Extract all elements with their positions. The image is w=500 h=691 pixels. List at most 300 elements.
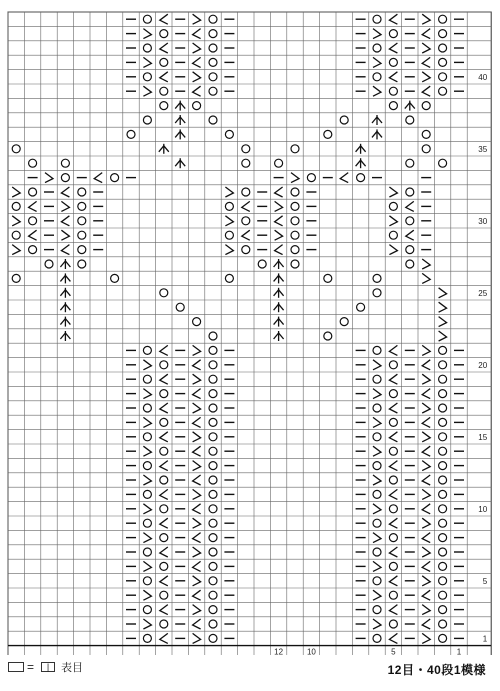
yarn-over-symbol xyxy=(389,87,397,95)
k2tog-left-symbol xyxy=(389,403,397,413)
yarn-over-symbol xyxy=(176,303,184,311)
row-label: 25 xyxy=(478,288,488,298)
yarn-over-symbol xyxy=(29,217,37,225)
k2tog-right-symbol xyxy=(275,230,283,240)
yarn-over-symbol xyxy=(78,217,86,225)
legend-blank-cell xyxy=(8,662,24,672)
yarn-over-symbol xyxy=(209,462,217,470)
yarn-over-symbol xyxy=(439,390,447,398)
k2tog-left-symbol xyxy=(422,561,430,571)
yarn-over-symbol xyxy=(160,361,168,369)
yarn-over-symbol xyxy=(209,418,217,426)
k2tog-right-symbol xyxy=(193,403,201,413)
yarn-over-symbol xyxy=(143,433,151,441)
yarn-over-symbol xyxy=(209,390,217,398)
k2tog-left-symbol xyxy=(193,475,201,485)
yarn-over-symbol xyxy=(143,634,151,642)
yarn-over-symbol xyxy=(160,534,168,542)
k2tog-right-symbol xyxy=(373,504,381,514)
row-label: 15 xyxy=(478,432,488,442)
yarn-over-symbol xyxy=(160,30,168,38)
yarn-over-symbol xyxy=(61,159,69,167)
col-label: 12 xyxy=(274,647,284,655)
k2tog-left-symbol xyxy=(160,432,168,442)
k2tog-right-symbol xyxy=(193,43,201,53)
k2tog-left-symbol xyxy=(193,504,201,514)
k2tog-left-symbol xyxy=(242,201,250,211)
k2tog-right-symbol xyxy=(12,245,20,255)
yarn-over-symbol xyxy=(291,231,299,239)
k2tog-left-symbol xyxy=(160,72,168,82)
k2tog-left-symbol xyxy=(193,619,201,629)
k2tog-right-symbol xyxy=(193,518,201,528)
yarn-over-symbol xyxy=(439,15,447,23)
yarn-over-symbol xyxy=(209,519,217,527)
yarn-over-symbol xyxy=(389,418,397,426)
k2tog-left-symbol xyxy=(422,446,430,456)
k2tog-left-symbol xyxy=(160,605,168,615)
yarn-over-symbol xyxy=(143,375,151,383)
yarn-over-symbol xyxy=(406,260,414,268)
k2tog-left-symbol xyxy=(275,216,283,226)
legend xyxy=(8,660,83,674)
k2tog-right-symbol xyxy=(291,173,299,183)
k2tog-left-symbol xyxy=(61,216,69,226)
k2tog-right-symbol xyxy=(439,331,447,341)
yarn-over-symbol xyxy=(209,620,217,628)
k2tog-right-symbol xyxy=(193,14,201,24)
k2tog-right-symbol xyxy=(143,360,151,370)
k2tog-left-symbol xyxy=(389,43,397,53)
yarn-over-symbol xyxy=(160,418,168,426)
yarn-over-symbol xyxy=(193,102,201,110)
yarn-over-symbol xyxy=(406,217,414,225)
yarn-over-symbol xyxy=(209,87,217,95)
yarn-over-symbol xyxy=(439,562,447,570)
k2tog-left-symbol xyxy=(389,576,397,586)
yarn-over-symbol xyxy=(209,447,217,455)
yarn-over-symbol xyxy=(209,591,217,599)
k2tog-left-symbol xyxy=(406,201,414,211)
yarn-over-symbol xyxy=(439,620,447,628)
yarn-over-symbol xyxy=(291,217,299,225)
yarn-over-symbol xyxy=(78,202,86,210)
yarn-over-symbol xyxy=(160,591,168,599)
k2tog-left-symbol xyxy=(160,461,168,471)
k2tog-right-symbol xyxy=(422,14,430,24)
yarn-over-symbol xyxy=(373,634,381,642)
chart-frame xyxy=(8,12,491,655)
k2tog-left-symbol xyxy=(422,619,430,629)
k2tog-left-symbol xyxy=(29,230,37,240)
yarn-over-symbol xyxy=(78,231,86,239)
yarn-over-symbol xyxy=(307,174,315,182)
yarn-over-symbol xyxy=(373,577,381,585)
k2tog-left-symbol xyxy=(160,374,168,384)
yarn-over-symbol xyxy=(209,332,217,340)
yarn-over-symbol xyxy=(373,462,381,470)
k2tog-right-symbol xyxy=(143,57,151,67)
yarn-over-symbol xyxy=(209,577,217,585)
k2tog-left-symbol xyxy=(160,489,168,499)
yarn-over-symbol xyxy=(143,548,151,556)
yarn-over-symbol xyxy=(373,433,381,441)
yarn-over-symbol xyxy=(324,274,332,282)
yarn-over-symbol xyxy=(209,73,217,81)
yarn-over-symbol xyxy=(373,346,381,354)
k2tog-right-symbol xyxy=(373,29,381,39)
k2tog-right-symbol xyxy=(422,72,430,82)
yarn-over-symbol xyxy=(160,447,168,455)
yarn-over-symbol xyxy=(373,289,381,297)
k2tog-right-symbol xyxy=(143,446,151,456)
yarn-over-symbol xyxy=(143,346,151,354)
chart-title: 12目・40段1模様 xyxy=(387,663,486,677)
k2tog-left-symbol xyxy=(389,547,397,557)
yarn-over-symbol xyxy=(439,44,447,52)
yarn-over-symbol xyxy=(225,202,233,210)
k2tog-right-symbol xyxy=(422,374,430,384)
yarn-over-symbol xyxy=(373,73,381,81)
k2tog-left-symbol xyxy=(422,29,430,39)
yarn-over-symbol xyxy=(258,260,266,268)
yarn-over-symbol xyxy=(225,274,233,282)
k2tog-right-symbol xyxy=(61,201,69,211)
yarn-over-symbol xyxy=(373,606,381,614)
yarn-over-symbol xyxy=(143,73,151,81)
yarn-over-symbol xyxy=(389,534,397,542)
yarn-over-symbol xyxy=(209,361,217,369)
yarn-over-symbol xyxy=(373,44,381,52)
yarn-over-symbol xyxy=(143,116,151,124)
row-label: 40 xyxy=(478,72,488,82)
row-label: 1 xyxy=(482,634,488,644)
k2tog-right-symbol xyxy=(143,389,151,399)
yarn-over-symbol xyxy=(373,274,381,282)
yarn-over-symbol xyxy=(324,332,332,340)
yarn-over-symbol xyxy=(439,58,447,66)
k2tog-right-symbol xyxy=(389,245,397,255)
yarn-over-symbol xyxy=(439,462,447,470)
k2tog-left-symbol xyxy=(193,360,201,370)
yarn-over-symbol xyxy=(439,634,447,642)
k2tog-left-symbol xyxy=(389,72,397,82)
k2tog-left-symbol xyxy=(389,432,397,442)
yarn-over-symbol xyxy=(29,246,37,254)
legend-knit-cell xyxy=(41,662,55,672)
yarn-over-symbol xyxy=(439,30,447,38)
k2tog-right-symbol xyxy=(422,432,430,442)
yarn-over-symbol xyxy=(242,246,250,254)
k2tog-right-symbol xyxy=(422,605,430,615)
k2tog-right-symbol xyxy=(143,29,151,39)
row-label: 20 xyxy=(478,360,488,370)
yarn-over-symbol xyxy=(439,490,447,498)
k2tog-left-symbol xyxy=(160,345,168,355)
k2tog-left-symbol xyxy=(193,417,201,427)
yarn-over-symbol xyxy=(209,30,217,38)
k2tog-left-symbol xyxy=(193,590,201,600)
yarn-over-symbol xyxy=(389,231,397,239)
yarn-over-symbol xyxy=(127,130,135,138)
k2tog-left-symbol xyxy=(389,14,397,24)
yarn-over-symbol xyxy=(78,188,86,196)
yarn-over-symbol xyxy=(439,447,447,455)
yarn-over-symbol xyxy=(357,174,365,182)
yarn-over-symbol xyxy=(439,505,447,513)
yarn-over-symbol xyxy=(439,418,447,426)
yarn-over-symbol xyxy=(143,519,151,527)
k2tog-left-symbol xyxy=(422,590,430,600)
yarn-over-symbol xyxy=(357,303,365,311)
yarn-over-symbol xyxy=(193,318,201,326)
yarn-over-symbol xyxy=(209,375,217,383)
k2tog-right-symbol xyxy=(12,187,20,197)
yarn-over-symbol xyxy=(12,145,20,153)
yarn-over-symbol xyxy=(209,404,217,412)
yarn-over-symbol xyxy=(143,462,151,470)
k2tog-right-symbol xyxy=(422,273,430,283)
yarn-over-symbol xyxy=(160,102,168,110)
yarn-over-symbol xyxy=(12,274,20,282)
k2tog-left-symbol xyxy=(389,633,397,643)
yarn-over-symbol xyxy=(439,534,447,542)
k2tog-left-symbol xyxy=(406,230,414,240)
col-label: 1 xyxy=(456,647,462,655)
yarn-over-symbol xyxy=(439,476,447,484)
yarn-over-symbol xyxy=(242,217,250,225)
k2tog-right-symbol xyxy=(422,576,430,586)
k2tog-left-symbol xyxy=(275,245,283,255)
k2tog-right-symbol xyxy=(422,461,430,471)
k2tog-right-symbol xyxy=(422,259,430,269)
yarn-over-symbol xyxy=(439,577,447,585)
yarn-over-symbol xyxy=(389,476,397,484)
k2tog-left-symbol xyxy=(389,489,397,499)
k2tog-right-symbol xyxy=(143,561,151,571)
k2tog-right-symbol xyxy=(373,417,381,427)
k2tog-right-symbol xyxy=(193,461,201,471)
yarn-over-symbol xyxy=(291,246,299,254)
yarn-over-symbol xyxy=(143,490,151,498)
yarn-over-symbol xyxy=(439,87,447,95)
k2tog-right-symbol xyxy=(143,475,151,485)
yarn-over-symbol xyxy=(209,433,217,441)
k2tog-right-symbol xyxy=(12,216,20,226)
yarn-over-symbol xyxy=(160,289,168,297)
legend-text: 表目 xyxy=(61,662,84,674)
yarn-over-symbol xyxy=(389,58,397,66)
k2tog-left-symbol xyxy=(389,518,397,528)
k2tog-right-symbol xyxy=(373,590,381,600)
row-label: 30 xyxy=(478,216,488,226)
k2tog-left-symbol xyxy=(193,446,201,456)
yarn-over-symbol xyxy=(143,606,151,614)
k2tog-right-symbol xyxy=(439,288,447,298)
k2tog-left-symbol xyxy=(242,230,250,240)
k2tog-right-symbol xyxy=(422,345,430,355)
k2tog-left-symbol xyxy=(422,475,430,485)
k2tog-left-symbol xyxy=(422,389,430,399)
yarn-over-symbol xyxy=(275,159,283,167)
yarn-over-symbol xyxy=(439,346,447,354)
k2tog-left-symbol xyxy=(193,86,201,96)
k2tog-right-symbol xyxy=(61,230,69,240)
k2tog-left-symbol xyxy=(193,57,201,67)
k2tog-left-symbol xyxy=(160,547,168,557)
k2tog-left-symbol xyxy=(29,201,37,211)
k2tog-left-symbol xyxy=(193,389,201,399)
yarn-over-symbol xyxy=(373,375,381,383)
col-label: 10 xyxy=(306,647,316,655)
k2tog-right-symbol xyxy=(422,633,430,643)
yarn-over-symbol xyxy=(143,15,151,23)
yarn-over-symbol xyxy=(111,174,119,182)
yarn-over-symbol xyxy=(291,202,299,210)
k2tog-right-symbol xyxy=(373,86,381,96)
k2tog-left-symbol xyxy=(422,86,430,96)
k2tog-right-symbol xyxy=(422,43,430,53)
k2tog-right-symbol xyxy=(193,489,201,499)
yarn-over-symbol xyxy=(373,490,381,498)
yarn-over-symbol xyxy=(242,145,250,153)
k2tog-left-symbol xyxy=(193,561,201,571)
yarn-over-symbol xyxy=(406,116,414,124)
k2tog-right-symbol xyxy=(389,216,397,226)
k2tog-left-symbol xyxy=(389,345,397,355)
k2tog-left-symbol xyxy=(275,187,283,197)
yarn-over-symbol xyxy=(389,505,397,513)
k2tog-right-symbol xyxy=(373,561,381,571)
k2tog-left-symbol xyxy=(422,57,430,67)
k2tog-right-symbol xyxy=(143,619,151,629)
yarn-over-symbol xyxy=(422,102,430,110)
yarn-over-symbol xyxy=(406,159,414,167)
k2tog-right-symbol xyxy=(275,201,283,211)
yarn-over-symbol xyxy=(160,505,168,513)
yarn-over-symbol xyxy=(406,246,414,254)
k2tog-right-symbol xyxy=(45,173,53,183)
yarn-over-symbol xyxy=(209,116,217,124)
k2tog-left-symbol xyxy=(61,245,69,255)
k2tog-right-symbol xyxy=(193,72,201,82)
yarn-over-symbol xyxy=(160,476,168,484)
yarn-over-symbol xyxy=(389,30,397,38)
k2tog-left-symbol xyxy=(160,633,168,643)
k2tog-right-symbol xyxy=(439,317,447,327)
yarn-over-symbol xyxy=(12,202,20,210)
yarn-over-symbol xyxy=(209,58,217,66)
k2tog-right-symbol xyxy=(422,547,430,557)
yarn-over-symbol xyxy=(324,130,332,138)
yarn-over-symbol xyxy=(111,274,119,282)
k2tog-right-symbol xyxy=(143,417,151,427)
row-label: 5 xyxy=(482,576,488,586)
k2tog-right-symbol xyxy=(373,619,381,629)
k2tog-right-symbol xyxy=(193,605,201,615)
k2tog-left-symbol xyxy=(422,360,430,370)
yarn-over-symbol xyxy=(373,15,381,23)
yarn-over-symbol xyxy=(143,404,151,412)
yarn-over-symbol xyxy=(209,548,217,556)
k2tog-right-symbol xyxy=(439,302,447,312)
yarn-over-symbol xyxy=(340,116,348,124)
k2tog-right-symbol xyxy=(143,590,151,600)
col-label: 5 xyxy=(391,647,396,655)
yarn-over-symbol xyxy=(389,562,397,570)
k2tog-right-symbol xyxy=(422,403,430,413)
yarn-over-symbol xyxy=(29,188,37,196)
k2tog-right-symbol xyxy=(373,446,381,456)
yarn-over-symbol xyxy=(389,591,397,599)
k2tog-right-symbol xyxy=(193,345,201,355)
yarn-over-symbol xyxy=(160,620,168,628)
yarn-over-symbol xyxy=(209,562,217,570)
yarn-over-symbol xyxy=(160,87,168,95)
yarn-over-symbol xyxy=(242,159,250,167)
yarn-over-symbol xyxy=(439,73,447,81)
k2tog-right-symbol xyxy=(225,245,233,255)
k2tog-right-symbol xyxy=(389,187,397,197)
yarn-over-symbol xyxy=(160,562,168,570)
yarn-over-symbol xyxy=(78,246,86,254)
yarn-over-symbol xyxy=(291,188,299,196)
k2tog-right-symbol xyxy=(193,547,201,557)
yarn-over-symbol xyxy=(439,375,447,383)
k2tog-left-symbol xyxy=(389,374,397,384)
yarn-over-symbol xyxy=(291,260,299,268)
yarn-over-symbol xyxy=(209,634,217,642)
k2tog-left-symbol xyxy=(94,173,102,183)
legend-knit-symbol: | xyxy=(46,661,50,672)
k2tog-left-symbol xyxy=(160,576,168,586)
k2tog-right-symbol xyxy=(193,432,201,442)
k2tog-right-symbol xyxy=(422,518,430,528)
yarn-over-symbol xyxy=(422,130,430,138)
yarn-over-symbol xyxy=(439,519,447,527)
yarn-over-symbol xyxy=(439,606,447,614)
row-label: 35 xyxy=(478,144,488,154)
yarn-over-symbol xyxy=(422,145,430,153)
yarn-over-symbol xyxy=(291,145,299,153)
yarn-over-symbol xyxy=(209,476,217,484)
yarn-over-symbol xyxy=(389,390,397,398)
row-label: 10 xyxy=(478,504,488,514)
yarn-over-symbol xyxy=(439,591,447,599)
k2tog-left-symbol xyxy=(389,461,397,471)
legend-equals: = xyxy=(27,660,35,674)
yarn-over-symbol xyxy=(209,44,217,52)
yarn-over-symbol xyxy=(160,58,168,66)
k2tog-right-symbol xyxy=(193,374,201,384)
yarn-over-symbol xyxy=(45,260,53,268)
yarn-over-symbol xyxy=(61,174,69,182)
k2tog-right-symbol xyxy=(143,504,151,514)
yarn-over-symbol xyxy=(439,361,447,369)
yarn-over-symbol xyxy=(406,188,414,196)
yarn-over-symbol xyxy=(340,318,348,326)
yarn-over-symbol xyxy=(143,44,151,52)
k2tog-left-symbol xyxy=(422,533,430,543)
k2tog-left-symbol xyxy=(422,504,430,514)
k2tog-left-symbol xyxy=(422,417,430,427)
yarn-over-symbol xyxy=(225,130,233,138)
yarn-over-symbol xyxy=(209,606,217,614)
yarn-over-symbol xyxy=(209,15,217,23)
yarn-over-symbol xyxy=(209,490,217,498)
yarn-over-symbol xyxy=(389,361,397,369)
k2tog-right-symbol xyxy=(143,533,151,543)
